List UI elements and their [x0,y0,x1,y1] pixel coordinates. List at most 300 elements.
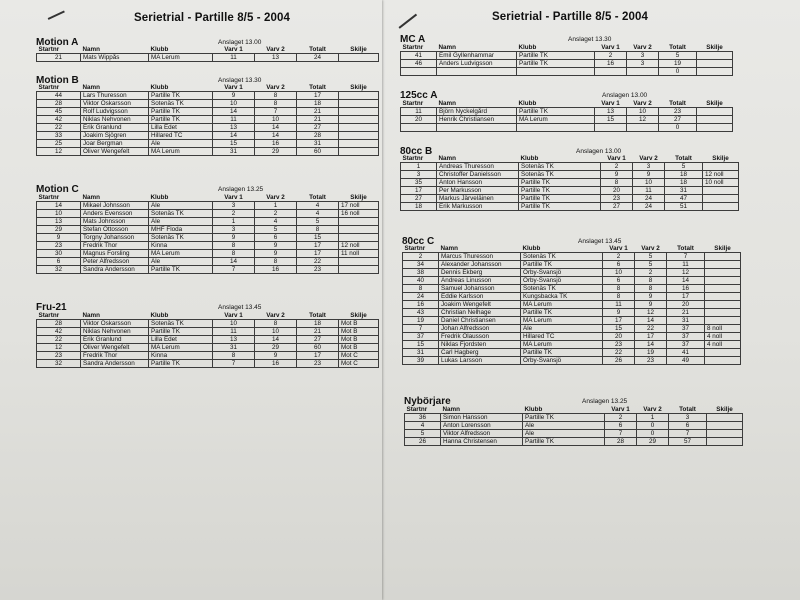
cell-klubb: Ale [149,202,213,210]
table-row [37,336,379,344]
column-header-skilje: Skilje [714,245,731,252]
table-row [37,266,379,274]
cell-startnr: 31 [403,349,439,357]
table-row [403,269,741,277]
table-row [37,92,379,100]
cell-skilje [707,430,743,438]
table-header-row [405,406,743,414]
cell-varv2: 8 [635,285,667,293]
cell-namn: Samuel Johansson [439,285,521,293]
cell-skilje [705,269,741,277]
cell-totalt: 4 [297,210,339,218]
column-header-namn: Namn [438,44,456,51]
cell-klubb: Kungsbacka TK [521,293,603,301]
column-header-varv1: Varv 1 [611,406,630,413]
cell-varv2: 10 [255,328,297,336]
cell-startnr: 24 [403,293,439,301]
cell-varv2: 9 [633,171,665,179]
cell-startnr: 42 [37,328,81,336]
column-header-varv2: Varv 2 [633,44,652,51]
cell-klubb: MHF Floda [149,226,213,234]
cell-varv1: 3 [213,226,255,234]
cell-totalt: 21 [297,116,339,124]
table-row [401,195,739,203]
column-header-startnr: Startnr [402,100,424,107]
cell-startnr: 22 [37,336,81,344]
table-row [405,438,743,446]
cell-varv1: 7 [213,266,255,274]
cell-startnr: 45 [37,108,81,116]
cell-startnr: 39 [403,357,439,365]
table-header-row [401,155,739,163]
cell-varv1: 23 [601,195,633,203]
cell-startnr: 32 [37,266,81,274]
class-title: Motion B [36,75,79,86]
cell-startnr: 8 [403,285,439,293]
cell-skilje: 10 noll [703,179,739,187]
cell-namn: Per Markusson [437,187,519,195]
column-header-skilje: Skilje [706,44,723,51]
cell-startnr: 41 [401,52,437,60]
cell-startnr: 6 [37,258,81,266]
cell-namn: Mats Johnsson [81,218,149,226]
cell-varv1: 13 [213,124,255,132]
cell-startnr: 46 [401,60,437,68]
cell-totalt: 49 [667,357,705,365]
class-start-time: Anslaget 13.30 [218,77,262,84]
cell-startnr [401,68,437,76]
cell-varv2: 14 [255,132,297,140]
table-header-row [401,44,733,52]
cell-varv2: 3 [627,52,659,60]
cell-startnr: 7 [403,325,439,333]
cell-varv1: 3 [213,202,255,210]
cell-namn: Anton Lorensson [441,422,523,430]
cell-varv1: 9 [601,171,633,179]
column-header-namn: Namn [440,245,458,252]
cell-varv2: 10 [627,108,659,116]
cell-namn: Anders Evensson [81,210,149,218]
cell-varv1: 2 [605,414,637,422]
cell-totalt: 27 [297,124,339,132]
cell-varv1: 14 [213,108,255,116]
cell-startnr: 30 [37,250,81,258]
cell-namn: Carl Hagberg [439,349,521,357]
cell-klubb: Sotenäs TK [521,253,603,261]
cell-varv1: 17 [603,317,635,325]
column-header-startnr: Startnr [402,155,424,162]
cell-startnr: 37 [403,333,439,341]
table-row [37,344,379,352]
cell-klubb: Partille TK [521,349,603,357]
cell-namn: Viktor Oskarsson [81,320,149,328]
cell-startnr: 3 [401,171,437,179]
cell-skilje: Mot B [339,320,379,328]
table-row [401,187,739,195]
cell-startnr: 14 [37,202,81,210]
cell-klubb: Partille TK [519,203,601,211]
table-row [401,60,733,68]
cell-totalt: 0 [659,68,697,76]
cell-namn: Erik Markusson [437,203,519,211]
column-header-varv1: Varv 1 [609,245,628,252]
cell-varv2: 0 [637,430,669,438]
cell-varv1 [595,68,627,76]
cell-varv2: 14 [635,317,667,325]
cell-klubb: Hillared TC [149,132,213,140]
cell-namn: Anders Ludvigsson [437,60,517,68]
cell-namn: Daniel Christiansen [439,317,521,325]
cell-startnr: 12 [37,148,81,156]
cell-skilje: Mot B [339,344,379,352]
table-row [401,52,733,60]
results-table [36,194,379,274]
cell-varv2: 2 [255,210,297,218]
cell-startnr: 40 [403,277,439,285]
cell-totalt: 4 [297,202,339,210]
cell-varv1: 11 [213,328,255,336]
cell-klubb: Partille TK [149,266,213,274]
cell-skilje: 12 noll [703,171,739,179]
cell-totalt: 51 [665,203,703,211]
cell-startnr: 23 [37,352,81,360]
cell-totalt: 0 [659,124,697,132]
table-row [405,430,743,438]
table-row [37,124,379,132]
left-result-sheet [0,0,382,600]
table-row [37,54,379,62]
cell-klubb: Partille TK [519,195,601,203]
cell-varv2: 14 [255,124,297,132]
table-row [403,301,741,309]
cell-namn: Hanna Christensen [441,438,523,446]
cell-klubb: Partille TK [517,108,595,116]
page-title: Serietrial - Partille 8/5 - 2004 [492,11,648,23]
cell-startnr: 28 [37,100,81,108]
table-row [401,116,733,124]
cell-startnr: 33 [37,132,81,140]
class-start-time: Anslaget 13.45 [578,238,622,245]
cell-varv1: 23 [603,341,635,349]
cell-skilje [339,100,379,108]
cell-skilje [705,349,741,357]
table-row [401,171,739,179]
cell-startnr: 38 [403,269,439,277]
cell-namn: Mikael Johnsson [81,202,149,210]
cell-totalt: 20 [667,301,705,309]
cell-namn: Viktor Oskarsson [81,100,149,108]
cell-klubb: Partille TK [523,438,605,446]
cell-varv2: 11 [633,187,665,195]
column-header-namn: Namn [82,312,100,319]
column-header-namn: Namn [438,155,456,162]
table-row [37,218,379,226]
table-row [37,108,379,116]
cell-varv1: 6 [605,422,637,430]
class-start-time: Anslaget 13.00 [218,39,262,46]
cell-startnr: 43 [403,309,439,317]
cell-varv2: 3 [627,60,659,68]
cell-startnr: 20 [401,116,437,124]
cell-skilje [705,285,741,293]
cell-varv1: 2 [601,163,633,171]
cell-klubb: Partille TK [521,261,603,269]
cell-klubb: Ale [523,422,605,430]
cell-skilje [339,124,379,132]
cell-klubb: Partille TK [523,414,605,422]
cell-varv2: 8 [255,92,297,100]
cell-totalt: 11 [667,261,705,269]
column-header-klubb: Klubb [150,84,169,91]
table-row [401,163,739,171]
cell-varv1: 2 [213,210,255,218]
table-row [37,140,379,148]
cell-totalt: 41 [667,349,705,357]
cell-varv1: 11 [603,301,635,309]
class-title: Motion A [36,37,79,48]
cell-totalt: 5 [665,163,703,171]
cell-varv2: 2 [635,269,667,277]
cell-varv1 [595,124,627,132]
table-header-row [37,312,379,320]
cell-varv1: 9 [603,309,635,317]
cell-varv2: 6 [255,234,297,242]
cell-totalt: 60 [297,344,339,352]
class-title: MC A [400,34,426,45]
cell-startnr: 29 [37,226,81,234]
table-row [37,360,379,368]
cell-totalt: 21 [297,328,339,336]
cell-varv2: 29 [255,344,297,352]
column-header-skilje: Skilje [706,100,723,107]
table-header-row [37,194,379,202]
cell-skilje: Mot C [339,352,379,360]
cell-varv2: 0 [637,422,669,430]
cell-namn: Torgny Johansson [81,234,149,242]
cell-varv2: 9 [635,293,667,301]
cell-totalt: 18 [665,171,703,179]
cell-startnr: 2 [403,253,439,261]
cell-totalt: 6 [669,422,707,430]
cell-varv2: 5 [635,261,667,269]
class-title: 80cc B [400,146,433,157]
cell-klubb: Örby-Svansjö [521,269,603,277]
cell-startnr: 18 [401,203,437,211]
cell-skilje: Mot B [339,336,379,344]
cell-startnr: 34 [403,261,439,269]
cell-klubb: MA Lerum [521,317,603,325]
column-header-varv2: Varv 2 [641,245,660,252]
cell-totalt: 23 [297,266,339,274]
cell-varv1: 11 [213,54,255,62]
cell-namn: Lukas Larsson [439,357,521,365]
cell-totalt: 5 [297,218,339,226]
cell-skilje [705,301,741,309]
cell-startnr: 16 [403,301,439,309]
cell-varv1: 10 [213,320,255,328]
cell-klubb: Örby-Svansjö [521,357,603,365]
table-row [403,333,741,341]
table-row [401,203,739,211]
cell-varv1: 7 [213,360,255,368]
table-row [403,277,741,285]
cell-varv2: 14 [255,336,297,344]
table-header-row [37,46,379,54]
table-row [403,325,741,333]
cell-varv1: 8 [213,352,255,360]
cell-namn: Niklas Fjordsten [439,341,521,349]
column-header-totalt: Totalt [669,44,686,51]
cell-totalt: 7 [669,430,707,438]
cell-startnr: 17 [401,187,437,195]
cell-totalt: 37 [667,341,705,349]
column-header-klubb: Klubb [520,155,539,162]
cell-varv2: 24 [633,195,665,203]
cell-skilje [339,132,379,140]
cell-namn: Björn Nyckelgård [437,108,517,116]
cell-startnr: 13 [37,218,81,226]
cell-startnr: 44 [37,92,81,100]
column-header-namn: Namn [82,84,100,91]
cell-varv2: 12 [635,309,667,317]
column-header-varv2: Varv 2 [643,406,662,413]
class-title: Nybörjare [404,396,451,407]
cell-namn: Emil Gyllenhammar [437,52,517,60]
right-result-sheet [382,0,800,600]
cell-namn: Oliver Wengefelt [81,148,149,156]
column-header-klubb: Klubb [522,245,541,252]
cell-skilje [697,52,733,60]
cell-totalt: 12 [667,269,705,277]
cell-varv2: 10 [633,179,665,187]
class-start-time: Anslagen 13.00 [602,92,648,99]
cell-varv2: 7 [255,108,297,116]
cell-skilje [705,293,741,301]
cell-klubb: MA Lerum [521,301,603,309]
cell-totalt: 17 [297,250,339,258]
cell-klubb: Lilla Edet [149,124,213,132]
column-header-klubb: Klubb [524,406,543,413]
cell-totalt: 37 [667,333,705,341]
cell-varv2: 9 [635,301,667,309]
cell-skilje [339,54,379,62]
cell-varv2: 8 [635,277,667,285]
cell-varv1: 13 [595,108,627,116]
column-header-varv2: Varv 2 [266,312,285,319]
cell-varv2: 1 [255,202,297,210]
cell-totalt: 23 [297,360,339,368]
results-table [404,406,743,446]
cell-varv1: 2 [595,52,627,60]
cell-startnr: 23 [37,242,81,250]
cell-startnr: 5 [405,430,441,438]
column-header-namn: Namn [82,46,100,53]
results-table [400,155,739,211]
cell-namn: Fredrik Olausson [439,333,521,341]
cell-namn: Fredrik Thor [81,352,149,360]
results-table [400,100,733,132]
cell-namn [437,68,517,76]
cell-varv1: 14 [213,258,255,266]
cell-skilje [705,317,741,325]
table-row [401,108,733,116]
table-row [37,352,379,360]
cell-varv1: 27 [601,203,633,211]
table-row [37,242,379,250]
column-header-klubb: Klubb [150,194,169,201]
cell-startnr: 32 [37,360,81,368]
cell-klubb: Ale [521,325,603,333]
cell-varv1: 6 [603,261,635,269]
cell-startnr: 42 [37,116,81,124]
cell-klubb: Hillared TC [521,333,603,341]
results-table [400,44,733,76]
cell-klubb: Partille TK [149,328,213,336]
cell-totalt: 14 [667,277,705,285]
cell-varv2: 29 [255,148,297,156]
table-row [37,100,379,108]
cell-skilje [339,266,379,274]
table-row [403,285,741,293]
column-header-startnr: Startnr [38,312,60,319]
cell-varv1: 31 [213,344,255,352]
cell-namn: Eddie Karlsson [439,293,521,301]
cell-namn: Marcus Thuresson [439,253,521,261]
cell-klubb: MA Lerum [149,250,213,258]
cell-varv1: 8 [601,179,633,187]
cell-totalt: 21 [667,309,705,317]
cell-namn: Dennis Ekberg [439,269,521,277]
cell-totalt: 7 [667,253,705,261]
cell-skilje [697,108,733,116]
cell-namn: Christoffer Danielsson [437,171,519,179]
cell-varv2: 16 [255,140,297,148]
cell-klubb: Sotenäs TK [521,285,603,293]
cell-startnr: 25 [37,140,81,148]
cell-startnr: 1 [401,163,437,171]
cell-totalt: 57 [669,438,707,446]
cell-startnr [401,124,437,132]
cell-klubb: MA Lerum [521,341,603,349]
table-row [37,250,379,258]
column-header-varv2: Varv 2 [266,194,285,201]
table-row [37,258,379,266]
cell-klubb: Partille TK [149,360,213,368]
cell-skilje [703,203,739,211]
cell-klubb: MA Lerum [149,54,213,62]
table-row [403,317,741,325]
cell-skilje [705,253,741,261]
column-header-varv1: Varv 1 [224,84,243,91]
cell-skilje [703,195,739,203]
cell-varv2: 29 [637,438,669,446]
class-start-time: Anslagen 13.25 [218,186,264,193]
column-header-totalt: Totalt [309,46,326,53]
cell-skilje [339,234,379,242]
cell-namn: Markus Järveläinen [437,195,519,203]
cell-totalt: 27 [659,116,697,124]
cell-skilje: 17 noll [339,202,379,210]
cell-startnr: 9 [37,234,81,242]
column-header-totalt: Totalt [677,245,694,252]
cell-varv2: 5 [255,226,297,234]
column-header-klubb: Klubb [150,46,169,53]
column-header-varv2: Varv 2 [639,155,658,162]
cell-startnr: 27 [401,195,437,203]
table-row [37,320,379,328]
cell-skilje [339,226,379,234]
cell-startnr: 21 [37,54,81,62]
